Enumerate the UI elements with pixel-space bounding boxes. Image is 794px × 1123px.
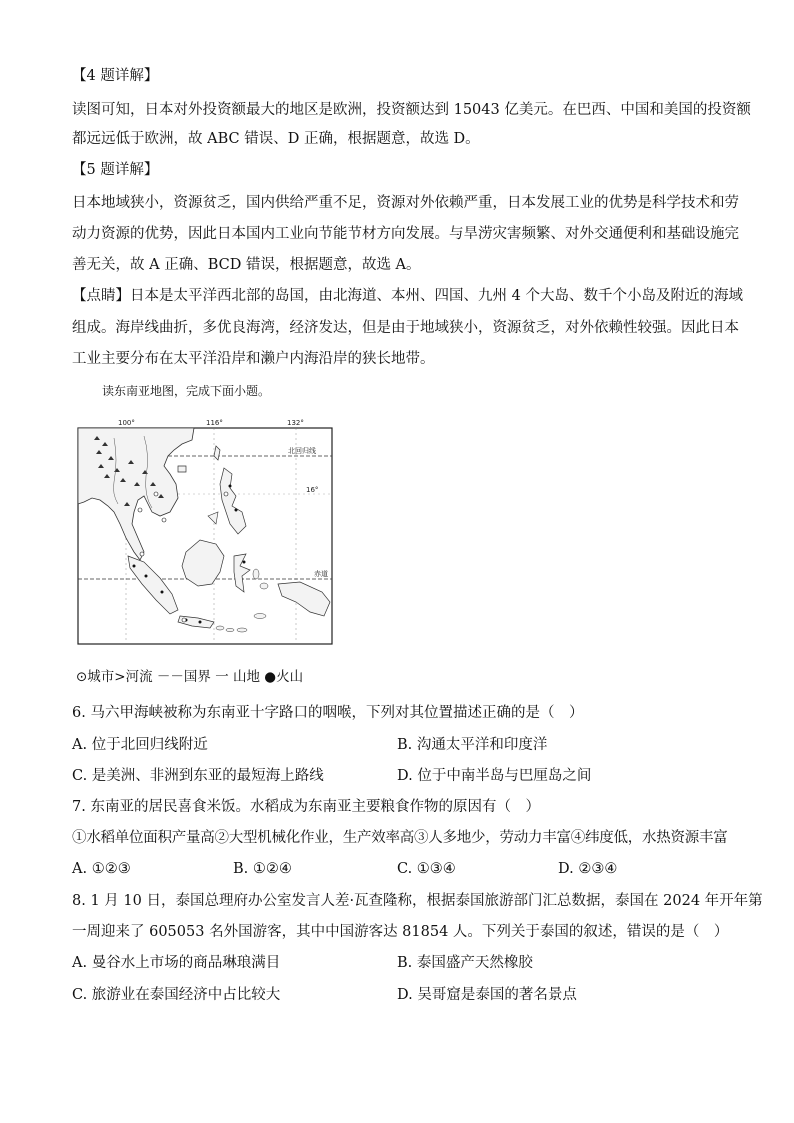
q7-option-d: D. ②③④ bbox=[558, 861, 618, 877]
q8-option-a: A. 曼谷水上市场的商品琳琅满目 bbox=[72, 955, 281, 971]
explain4-line-1: 读图可知，日本对外投资额最大的地区是欧洲，投资额达到 15043 亿美元。在巴西、中国和美国的投资额 bbox=[72, 102, 751, 118]
q6-option-a: A. 位于北回归线附近 bbox=[72, 737, 208, 753]
q6-option-d: D. 位于中南半岛与巴厘岛之间 bbox=[397, 768, 592, 784]
q6-option-c: C. 是美洲、非洲到东亚的最短海上路线 bbox=[72, 768, 324, 784]
explain5-line-3: 善无关，故 A 正确、BCD 错误，根据题意，故选 A。 bbox=[72, 257, 421, 273]
lon-label-116: 116° bbox=[206, 419, 223, 427]
explain5-line-2: 动力资源的优势，因此日本国内工业向节能节材方向发展。与旱涝灾害频繁、对外交通便利和基础设施完 bbox=[72, 226, 739, 242]
map-intro: 读东南亚地图，完成下面小题。 bbox=[102, 384, 271, 398]
note-line-1: 【点睛】日本是太平洋西北部的岛国，由北海道、本州、四国、九州 4 个大岛、数千个小岛及附近的海域 bbox=[72, 288, 743, 304]
note-line-3: 工业主要分布在太平洋沿岸和濑户内海沿岸的狭长地带。 bbox=[72, 351, 435, 367]
q8-option-c: C. 旅游业在泰国经济中占比较大 bbox=[72, 987, 281, 1003]
lon-label-132: 132° bbox=[287, 419, 304, 427]
explain5-heading: 【5 题详解】 bbox=[72, 162, 159, 178]
map-legend: ⊙城市>河流 －－国界 一 山地 ●火山 bbox=[76, 669, 304, 685]
q8-option-d: D. 吴哥窟是泰国的著名景点 bbox=[397, 987, 577, 1003]
lat-label-tropic: 北回归线 bbox=[288, 447, 316, 455]
lon-label-100: 100° bbox=[118, 419, 135, 427]
q7-stem: 7. 东南亚的居民喜食米饭。水稻成为东南亚主要粮食作物的原因有（ ） bbox=[72, 799, 540, 815]
q8-stem-line-2: 一周迎来了 605053 名外国游客，其中中国游客达 81854 人。下列关于泰国的叙述，错误的是（ ） bbox=[72, 924, 729, 940]
lat-label-16: 16° bbox=[306, 486, 319, 494]
southeast-asia-map bbox=[74, 416, 336, 648]
q7-reasons: ①水稻单位面积产量高②大型机械化作业，生产效率高③人多地少，劳动力丰富④纬度低，水热资源丰富 bbox=[72, 830, 728, 846]
q6-option-b: B. 沟通太平洋和印度洋 bbox=[397, 737, 548, 753]
explain5-line-1: 日本地域狭小，资源贫乏，国内供给严重不足，资源对外依赖严重，日本发展工业的优势是科学技术和劳 bbox=[72, 195, 739, 211]
lat-label-equator: 赤道 bbox=[314, 570, 328, 578]
q8-option-b: B. 泰国盛产天然橡胶 bbox=[397, 955, 533, 971]
q7-option-a: A. ①②③ bbox=[72, 861, 131, 877]
q7-option-c: C. ①③④ bbox=[397, 861, 456, 877]
q8-stem-line-1: 8. 1 月 10 日，泰国总理府办公室发言人差·瓦查隆称，根据泰国旅游部门汇总数据，泰国在 2024 年开年第 bbox=[72, 893, 763, 909]
explain4-heading: 【4 题详解】 bbox=[72, 68, 159, 84]
explain4-line-2: 都远远低于欧洲，故 ABC 错误、D 正确，根据题意，故选 D。 bbox=[72, 131, 480, 147]
q6-stem: 6. 马六甲海峡被称为东南亚十字路口的咽喉，下列对其位置描述正确的是（ ） bbox=[72, 705, 584, 721]
q7-option-b: B. ①②④ bbox=[233, 861, 292, 877]
note-line-2: 组成。海岸线曲折，多优良海湾，经济发达，但是由于地域狭小，资源贫乏，对外依赖性较强。因此日本 bbox=[72, 320, 739, 336]
